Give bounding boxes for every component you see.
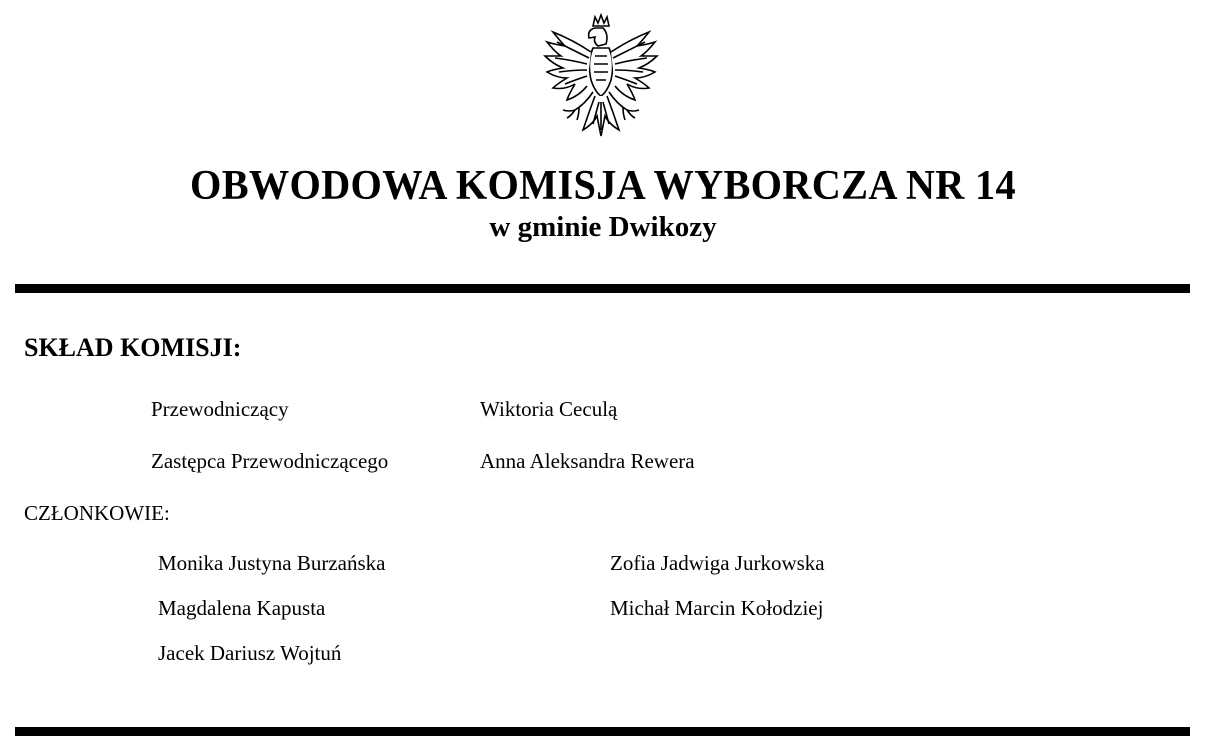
document-subtitle: w gminie Dwikozy [489, 211, 717, 243]
composition-heading: SKŁAD KOMISJI: [24, 333, 242, 362]
member-name: Jacek Dariusz Wojtuń [158, 641, 342, 665]
member-name: Michał Marcin Kołodziej [610, 596, 824, 620]
officer-role-deputy: Zastępca Przewodniczącego [151, 449, 389, 473]
member-name: Zofia Jadwiga Jurkowska [610, 551, 825, 575]
officer-name-chair: Wiktoria Ceculą [480, 397, 618, 421]
member-name: Monika Justyna Burzańska [158, 551, 386, 575]
bottom-divider [15, 727, 1190, 736]
polish-eagle-emblem-icon [543, 12, 659, 140]
member-name: Magdalena Kapusta [158, 596, 326, 620]
document-title: OBWODOWA KOMISJA WYBORCZA NR 14 [190, 163, 1016, 209]
members-label: CZŁONKOWIE: [24, 501, 170, 525]
officer-name-deputy: Anna Aleksandra Rewera [480, 449, 695, 473]
officer-role-chair: Przewodniczący [151, 397, 289, 421]
top-divider [15, 284, 1190, 293]
